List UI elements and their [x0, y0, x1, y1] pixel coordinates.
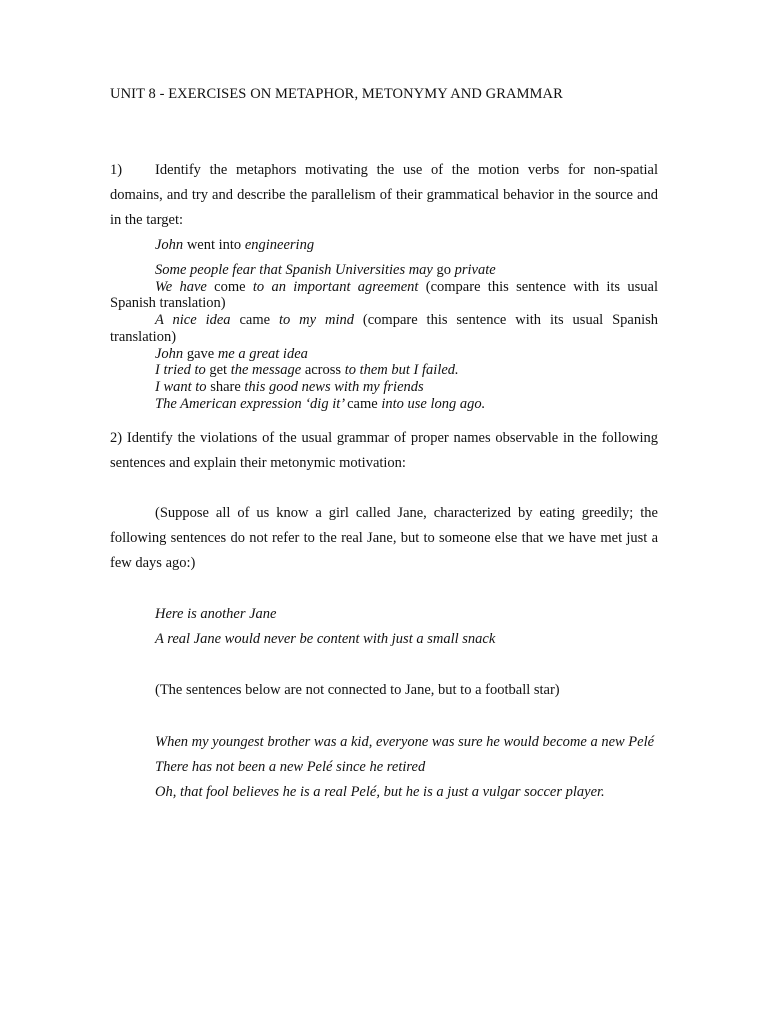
- page-title: UNIT 8 - EXERCISES ON METAPHOR, METONYMY AND GRAMMAR: [110, 86, 563, 102]
- sentence-part: to my mind: [278, 312, 354, 329]
- pele-sentence-1: When my youngest brother was a kid, everyone was sure he would become a new Pelé: [155, 734, 655, 750]
- sentence-part: Some people fear that Spanish Universities may: [155, 262, 437, 278]
- sentence-part: get: [209, 362, 228, 379]
- pele-sentence-2: There has not been a new Pelé since he retired: [155, 759, 426, 775]
- jane-sentence-2: A real Jane would never be content with just a small snack: [155, 631, 496, 647]
- sentence-part: come: [206, 278, 253, 295]
- sentence-part: A nice idea: [155, 312, 231, 329]
- sentence-part: private: [451, 262, 496, 278]
- sentence-part: I want to: [155, 378, 211, 395]
- exercise-1-text: Identify the metaphors motivating the use of the motion verbs for non-spatial domains, and try and describe the parallelism of their grammatical behavior in the source and in the target:: [110, 162, 658, 228]
- sentence-part: into use long ago.: [377, 395, 486, 412]
- exercise-1-number: 1): [110, 162, 123, 178]
- example-sentence-4: [110, 312, 658, 345]
- sentence-part: (compare this sentence with its usual Spanish translation): [110, 312, 658, 345]
- example-sentence-7: [110, 379, 658, 396]
- jane-context-note: (Suppose all of us know a girl called Jane, characterized by eating greedily; the following sentences do not refer to the real Jane, but to someone else that we have met just a few days ago:): [110, 505, 658, 571]
- example-sentence-3: [110, 279, 658, 312]
- example-sentence-1: [110, 237, 658, 254]
- sentence-part: to them but I failed.: [341, 362, 459, 379]
- sentence-part: me a great idea: [217, 345, 308, 362]
- exercise-2-prompt: 2) Identify the violations of the usual grammar of proper names observable in the following sentences and explain their metonymic motivation:: [110, 430, 658, 471]
- sentence-part: to an important agreement: [252, 278, 419, 295]
- sentence-part: John: [155, 345, 184, 362]
- sentence-part: the message: [227, 362, 305, 379]
- sentence-part: We have: [155, 278, 207, 295]
- jane-sentence-1: Here is another Jane: [155, 606, 277, 622]
- sentence-part: John: [155, 237, 184, 253]
- example-sentences: [110, 262, 658, 412]
- example-sentence-8: [110, 396, 658, 413]
- pele-sentences: [110, 730, 658, 805]
- example-sentence-6: [110, 362, 658, 379]
- pele-note: [110, 678, 658, 703]
- exercise-1-prompt: [110, 158, 658, 233]
- exercise-2: [110, 426, 658, 476]
- sentence-part: share: [210, 378, 241, 395]
- example-sentence-5: [110, 346, 658, 363]
- sentence-part: The American expression ‘dig it’: [155, 395, 348, 412]
- jane-sentences: [110, 602, 658, 652]
- sentence-part: this good news with my friends: [240, 378, 424, 395]
- exercise-1: [110, 158, 658, 233]
- sentence-part: (compare this sentence with its usual Spanish translation): [110, 278, 658, 312]
- sentence-part: across: [304, 362, 342, 379]
- example-sentence-2: [110, 262, 658, 279]
- jane-note: [110, 501, 658, 576]
- sentence-part: went into: [183, 237, 245, 253]
- sentence-part: go: [436, 262, 451, 278]
- sentence-part: engineering: [244, 237, 315, 253]
- sentence-part: came: [230, 312, 279, 329]
- pele-sentence-3: Oh, that fool believes he is a real Pelé, but he is a just a vulgar soccer player.: [155, 784, 605, 800]
- sentence-part: I tried to: [155, 362, 210, 379]
- pele-context-note: (The sentences below are not connected to Jane, but to a football star): [155, 682, 560, 698]
- sentence-part: came: [347, 395, 378, 412]
- sentence-part: gave: [183, 345, 218, 362]
